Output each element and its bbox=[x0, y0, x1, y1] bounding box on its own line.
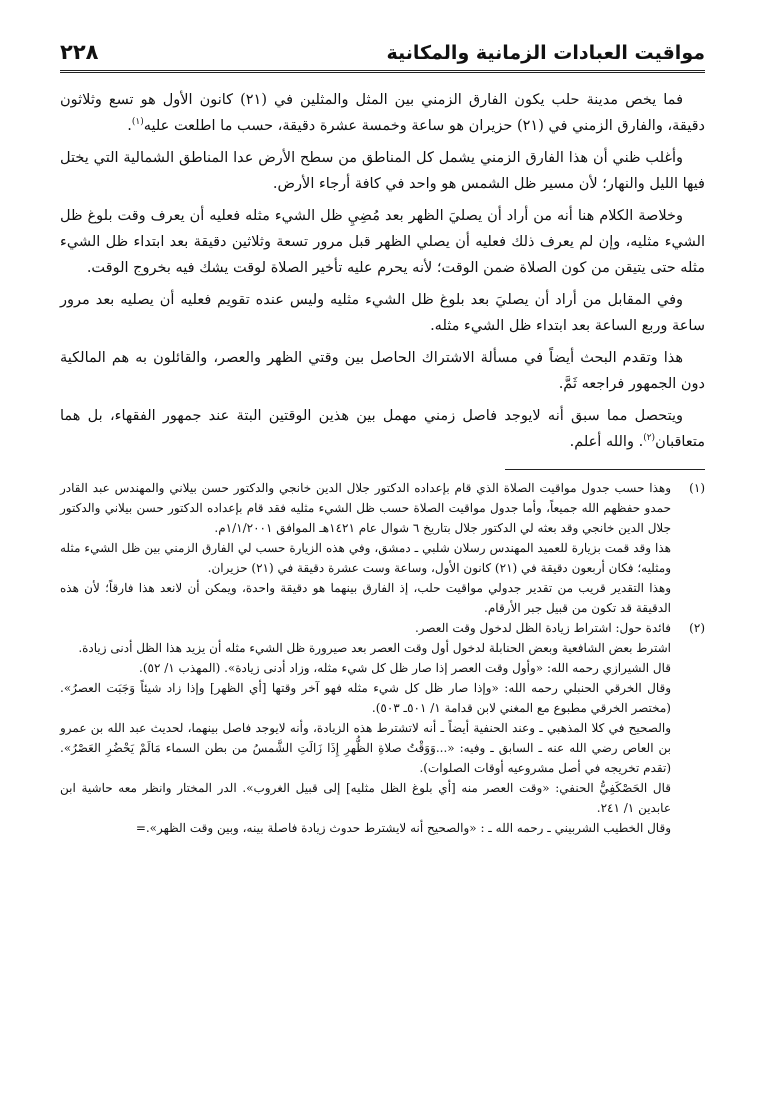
footnote-number: (١) bbox=[689, 481, 705, 495]
running-title: مواقيت العبادات الزمانية والمكانية bbox=[386, 42, 705, 64]
footnote-text: وقال الخرقي الحنبلي رحمه الله: «وإذا صار ظل كل شيء مثله فهو آخر وقتها [أي الظهر] وإذا زاد شيئاً وَجَبَت العصرُ». (مختصر الخرقي مطبوع مع المغني لابن قدامة ١/ ٥٠١ـ ٥٠٣). bbox=[60, 681, 672, 715]
main-text bbox=[60, 87, 705, 455]
footnote-text: وهذا التقدير قريب من تقدير جدولي مواقيت حلب، إذ الفارق بينهما هو دقيقة واحدة، ويمكن أن لانعد هذا فارقاً؛ لأن هذه الدقيقة قد تكون من قبيل جبر الأرقام. bbox=[60, 581, 672, 615]
footnote-text: قال الحَصْكَفِيُّ الحنفي: «وقت العصر منه [أي بلوغ الظل مثليه] إلى قبيل الغروب». الدر المختار وانظر معه حاشية ابن عابدين ١/ ٢٤١. bbox=[60, 781, 671, 815]
header-rule bbox=[60, 70, 705, 73]
paragraph: فما يخص مدينة حلب يكون الفارق الزمني بين المثل والمثلين في (٢١) كانون الأول هو تسع وثلاثون دقيقة، والفارق الزمني في (٢١) حزيران هو ساعة وخمسة عشرة دقيقة، حسب ما اطلعت عليه$^{(١)}$. bbox=[60, 92, 705, 134]
footnote bbox=[60, 478, 705, 618]
footnote-text: اشترط بعض الشافعية وبعض الحنابلة لدخول أول وقت العصر بعد صيرورة ظل الشيء مثله أن يزيد هذا الظل أدنى زيادة. bbox=[78, 641, 671, 655]
footnote-text: وقال الخطيب الشربيني ـ رحمه الله ـ : «والصحيح أنه لايشترط حدوث زيادة فاصلة بينه، وبين وقت الظهر».= bbox=[135, 821, 671, 835]
footnote-ref: (٢) bbox=[643, 433, 656, 444]
paragraph: ويتحصل مما سبق أنه لايوجد فاصل زمني مهمل بين هذين الوقتين البتة عند جمهور الفقهاء، بل هما متعاقبان$^{(٢)}$. والله أعلم. bbox=[60, 408, 705, 450]
footnote-text: والصحيح في كلا المذهبي ـ وعند الحنفية أيضاً ـ أنه لاتشترط هذه الزيادة، وأنه لايوجد فاصل بينهما، لحديث عبد الله بن عمرو بن العاص رضي الله عنه ـ السابق ـ وفيه: «...وَوَقْتُ صلاةِ الظُّهرِ إِذَا زَالَتِ الشَّمسُ من بطن السماء مَالَمْ يَحْضُرِ العَصْرُ». (تقدم تخريجه في أصل مشروعيه أوقات الصلوات). bbox=[60, 721, 671, 775]
paragraph: وفي المقابل من أراد أن يصليَ بعد بلوغ ظل الشيء مثليه وليس عنده تقويم فعليه أن يصليه بعد مرور ساعة وربع الساعة بعد ابتداء ظل الشيء مثله. bbox=[60, 292, 705, 334]
paragraph: وأغلب ظني أن هذا الفارق الزمني يشمل كل المناطق من سطح الأرض عدا المناطق الشمالية التي يختل فيها الليل والنهار؛ لأن مسير ظل الشمس هو واحد في كافة أرجاء الأرض. bbox=[60, 150, 705, 192]
page-number: ٢٢٨ bbox=[60, 40, 99, 64]
footnote-text: فائدة حول: اشتراط زيادة الظل لدخول وقت العصر. bbox=[414, 621, 671, 635]
running-header bbox=[60, 40, 705, 70]
paragraph: هذا وتقدم البحث أيضاً في مسألة الاشتراك الحاصل بين وقتي الظهر والعصر، والقائلون به هم المالكية دون الجمهور فراجعه ثَمَّ. bbox=[60, 350, 705, 392]
paragraph: وخلاصة الكلام هنا أنه من أراد أن يصليَ الظهر بعد مُضِيِ ظل الشيء مثله فعليه أن يعرف وقت بلوغ ظل الشيء مثليه، وإن لم يعرف ذلك فعليه أن يصلي الظهر قبل مرور تسعة وثلاثين دقيقة بعد ابتداء ظل الشيء مثله حتى يتيقن من كون الصلاة ضمن الوقت؛ لأنه يحرم عليه تأخير الصلاة لوقت يشك فيه بخروج الوقت. bbox=[60, 208, 705, 276]
footnote-number: (٢) bbox=[689, 621, 705, 635]
footnote-separator bbox=[505, 469, 705, 470]
footnote-text: قال الشيرازي رحمه الله: «وأول وقت العصر إذا صار ظل كل شيء مثله، وزاد أدنى زيادة». (المهذب ١/ ٥٢). bbox=[139, 661, 671, 675]
footnote-ref: (١) bbox=[131, 117, 144, 128]
footnote bbox=[60, 618, 705, 838]
footnote-text: هذا وقد قمت بزيارة للعميد المهندس رسلان شلبي ـ دمشق، وفي هذه الزيارة حسب لي الفارق الزمني بين ظل الشيء مثله ومثليه؛ فكان أربعون دقيقة في (٢١) كانون الأول، وساعة وست عشرة دقيقة في (٢١) حزيران. bbox=[60, 541, 671, 575]
footnote-text: وهذا حسب جدول مواقيت الصلاة الذي قام بإعداده الدكتور جلال الدين خانجي والدكتور حسن بيلاني والمهندس عبد القادر حمدو حفظهم الله جميعاً، وأما جدول مواقيت الصلاة حسب ظل الشيء مثليه فقد قام بإعداده الدكتور حسن بيلاني والدكتور جلال الدين خانجي وقد بعثه لي الدكتور جلال بتاريخ ٦ شوال عام ١٤٢١هـ الموافق ١/١/٢٠٠١م. bbox=[60, 481, 671, 535]
